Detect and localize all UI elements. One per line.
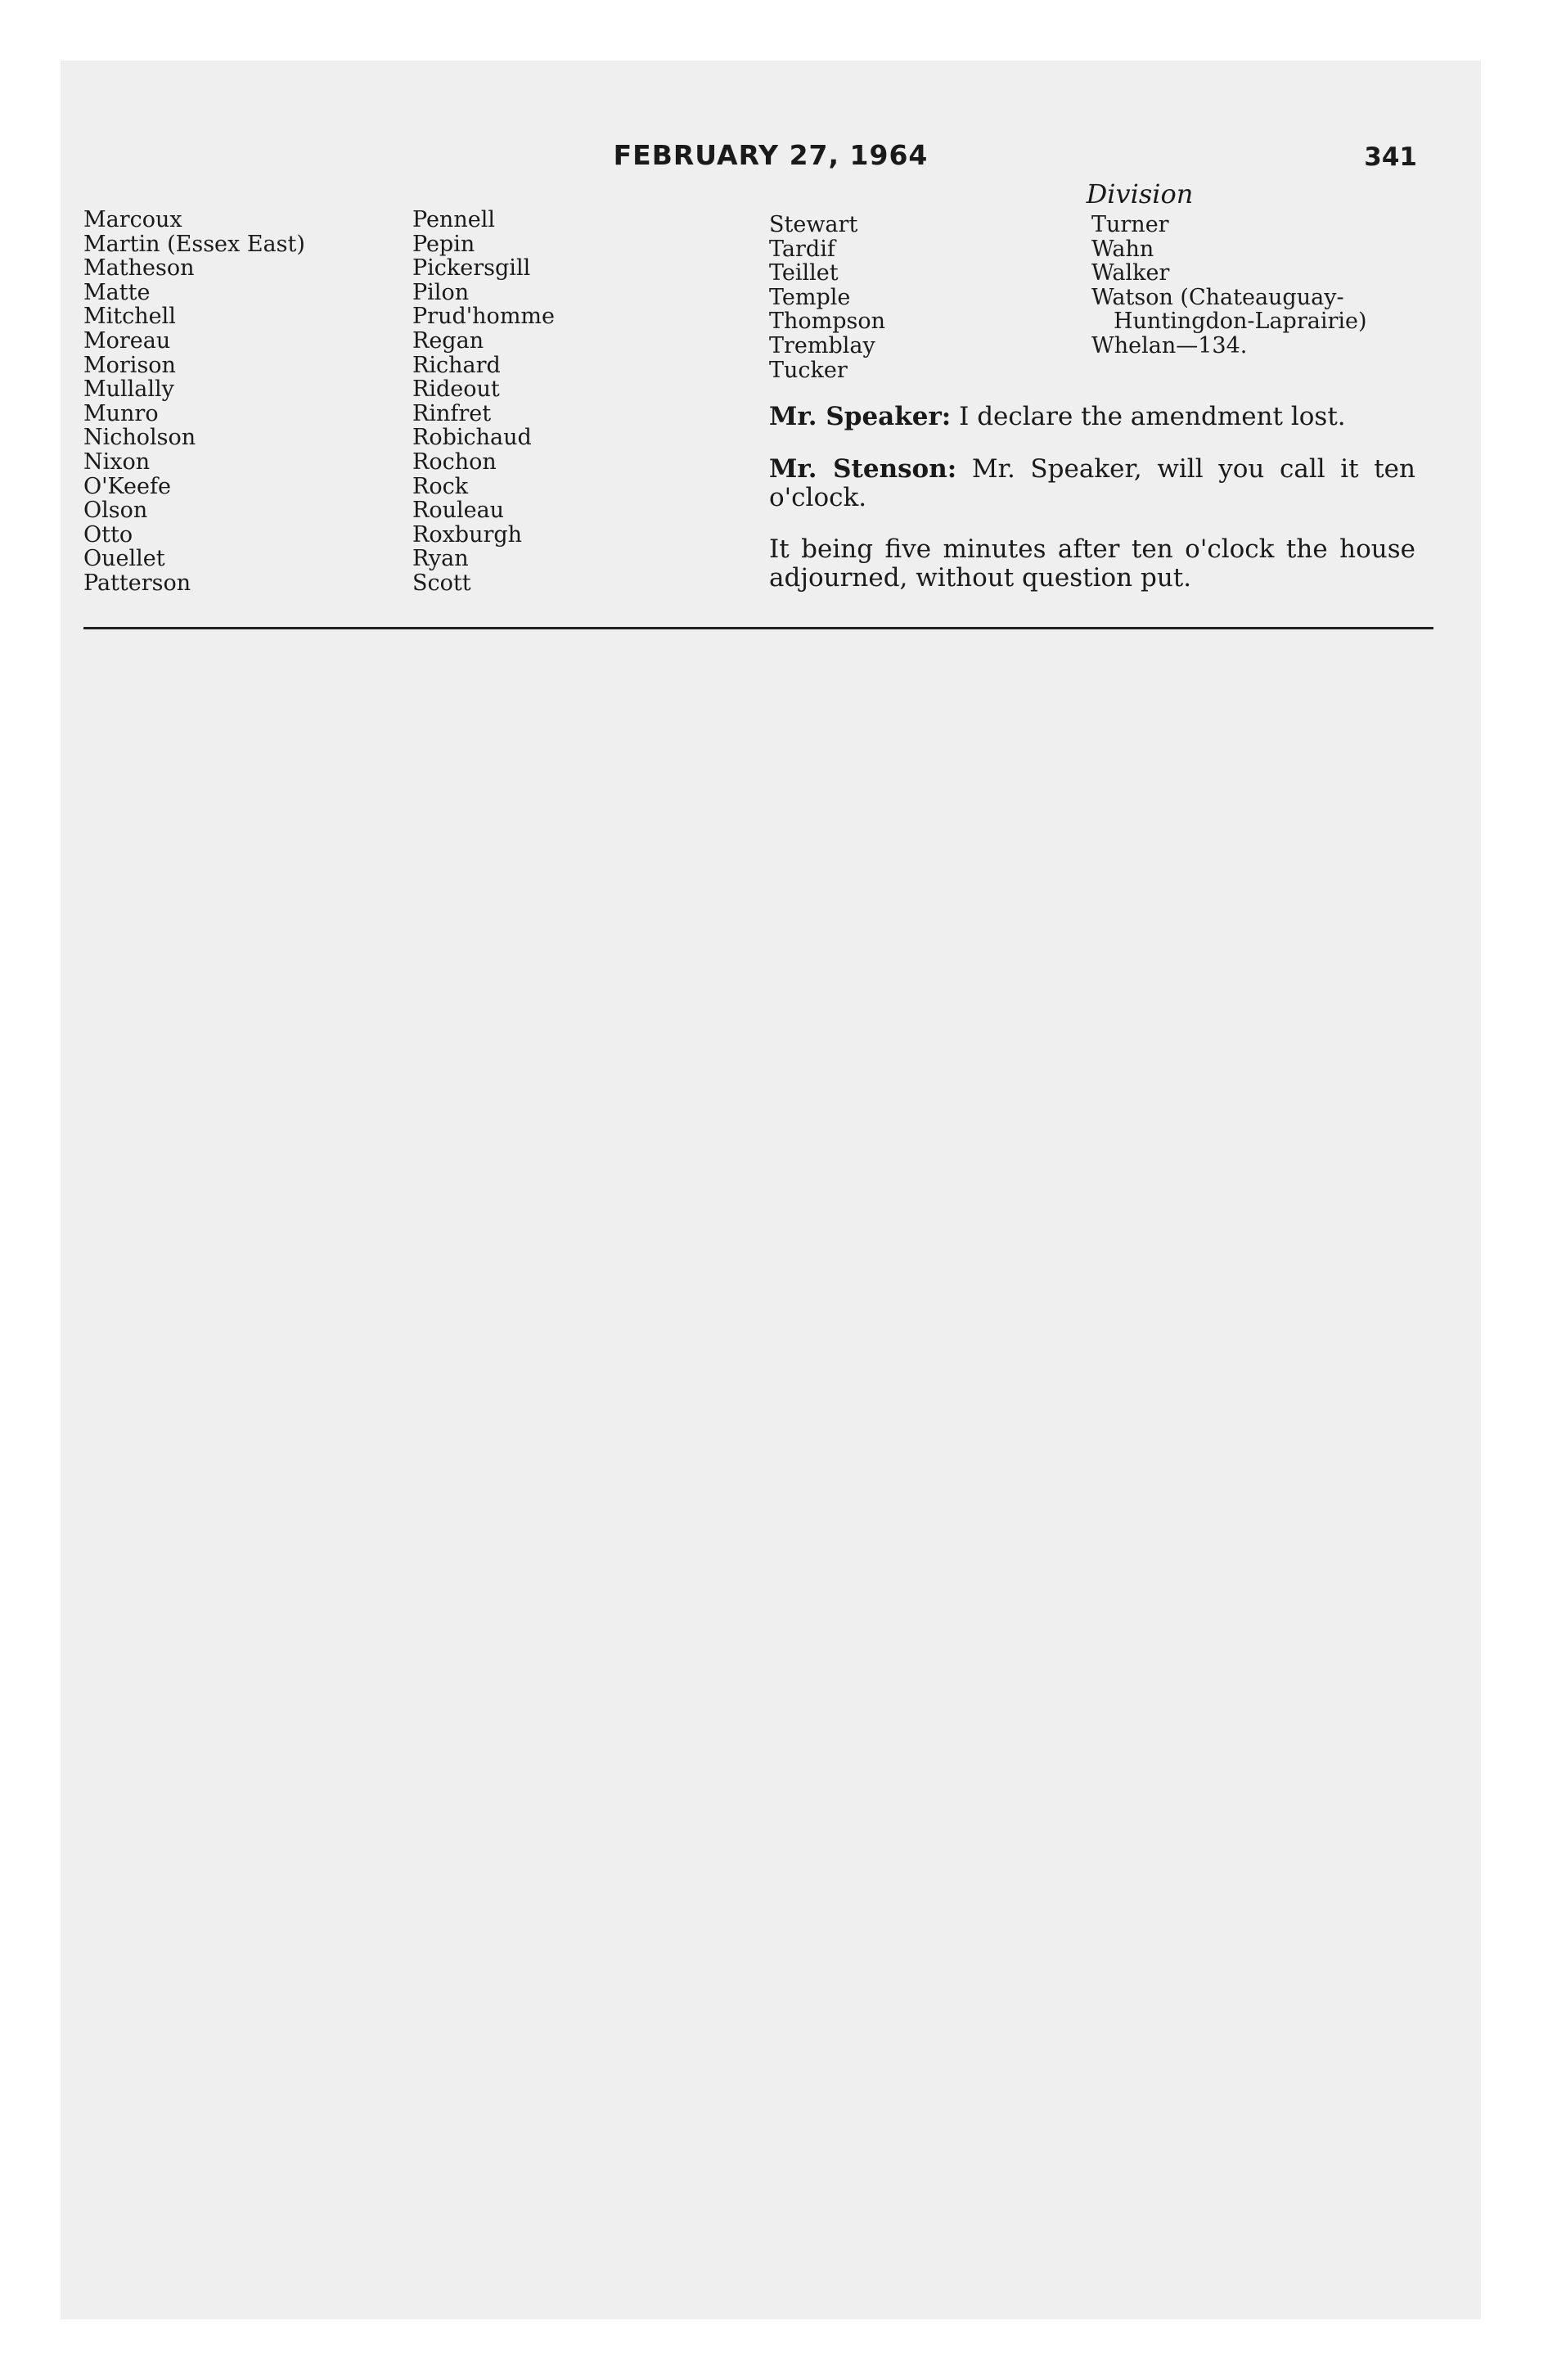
member-name: Turner [1091,212,1169,237]
member-name: O'Keefe [83,473,171,499]
member-name: Tremblay [769,332,875,358]
horizontal-rule [83,627,1433,629]
member-name: Morison [83,352,176,378]
member-name: Tardif [769,236,835,262]
speech-text: It being five minutes after ten o'clock the house adjourned, without question put. [769,534,1415,593]
member-name: Mitchell [83,304,176,330]
speech-text: Mr. Speaker, will you call it ten o'clock. [769,454,1415,512]
member-name: Richard [412,352,501,378]
member-name: Matte [83,279,151,305]
speaker-name: Mr. Speaker: [769,402,952,431]
member-name: Nicholson [83,425,196,451]
member-name: Roxburgh [412,521,523,548]
member-name: Otto [83,521,133,548]
member-name: Nixon [83,449,151,475]
section-heading: Division [1086,178,1194,210]
member-name: Regan [412,327,484,354]
member-name: Whelan—134. [1091,332,1248,358]
member-name: Rinfret [412,400,492,426]
member-name: Munro [83,400,159,426]
member-name: Temple [769,284,851,310]
member-name: Patterson [83,570,191,596]
member-name: Watson (Chateauguay- [1091,284,1344,310]
page-number: 341 [1364,142,1417,172]
document-page [61,61,1481,2319]
member-name: Prud'homme [412,304,555,330]
member-name: Walker [1091,260,1170,286]
names-column-3 [769,213,885,382]
member-name: Tucker [769,357,848,383]
member-name: Rideout [412,376,500,403]
member-name: Wahn [1091,236,1154,262]
member-name: Matheson [83,255,195,282]
header-date: FEBRUARY 27, 1964 [613,139,929,171]
member-name: Teillet [769,260,839,286]
speech-paragraph [769,455,1415,512]
member-name: Marcoux [83,207,182,232]
member-name: Olson [83,498,148,524]
adjournment-paragraph [769,535,1415,593]
member-name: Rochon [412,449,497,475]
names-column-4 [1091,213,1367,358]
member-name-continuation: Huntingdon-Laprairie) [1114,309,1367,335]
member-name: Pilon [412,279,470,305]
member-name: Ryan [412,546,469,572]
speech-paragraph [769,403,1415,431]
member-name: Pennell [412,207,495,232]
member-name: Stewart [769,212,858,237]
member-name: Rock [412,473,469,499]
member-name: Rouleau [412,498,505,524]
member-name: Pepin [412,231,475,257]
names-column-2 [412,208,555,596]
speech-text: I declare the amendment lost. [951,402,1346,431]
member-name: Pickersgill [412,255,531,282]
member-name: Robichaud [412,425,532,451]
member-name: Moreau [83,327,171,354]
names-column-1 [83,208,305,596]
member-name: Scott [412,570,471,596]
member-name: Thompson [769,309,886,335]
member-name: Ouellet [83,546,165,572]
speaker-name: Mr. Stenson: [769,454,957,484]
member-name: Martin (Essex East) [83,231,305,257]
member-name: Mullally [83,376,174,403]
